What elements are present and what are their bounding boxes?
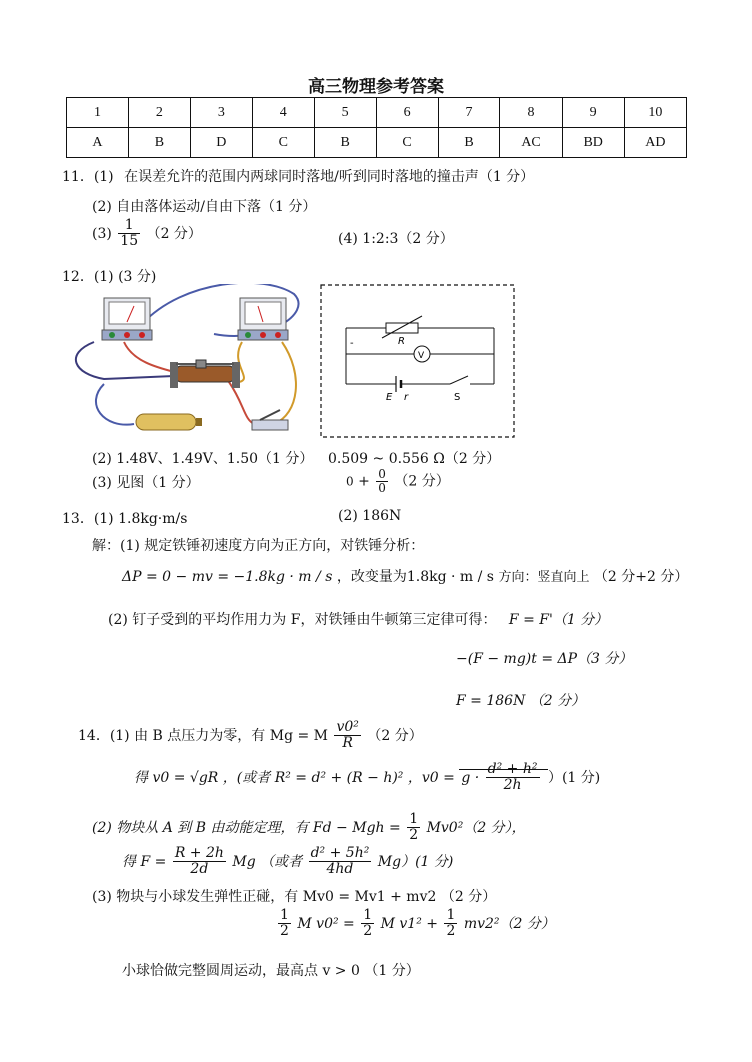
question-number: 3 — [190, 98, 252, 128]
q14-p2-num: 1 — [409, 811, 419, 827]
q13-part2-eq: F = F'（1 分） — [508, 612, 609, 628]
q14-p2b-frac — [173, 846, 226, 878]
circuit-photo — [64, 284, 312, 444]
answer-cell: B — [314, 128, 376, 158]
rheostat-slider — [196, 360, 206, 368]
q14-p1-text: 由 B 点压力为零，有 Mg = M — [134, 727, 329, 744]
answer-cell: A — [67, 128, 129, 158]
q14-p1b-c: ，v0 = — [407, 769, 455, 786]
answer-cell: C — [376, 128, 438, 158]
terminal — [124, 332, 130, 338]
q14-p3b-half2 — [361, 908, 374, 940]
q11-p3-score: （2 分） — [146, 225, 202, 242]
q14-p3b-half1-num: 1 — [280, 907, 289, 923]
q14-p2-frac — [407, 812, 420, 844]
q14-p1-score: （2 分） — [367, 727, 423, 744]
q13-eq1-c: 方向：竖直向上 — [498, 570, 590, 585]
q14-p1-den: R — [342, 735, 353, 752]
page-title: 高三物理参考答案 — [308, 77, 444, 97]
q12-answer3b-num: 0 — [378, 467, 386, 481]
q14-p1-num: v0² — [336, 719, 359, 735]
q12-answer2b: 0.509 ~ 0.556 Ω（2 分） — [328, 451, 501, 467]
label-E: E — [386, 392, 393, 403]
label-dash: - — [350, 338, 354, 349]
question-number: 5 — [314, 98, 376, 128]
q12-label: 12．(1) (3 分) — [62, 269, 157, 285]
q13-part2-text: (2) 钉子受到的平均作用力为 F，对铁锤由牛顿第三定律可得： — [108, 612, 497, 628]
q14-p1b-den: 2h — [503, 777, 522, 794]
q14-p1b-frac — [486, 762, 540, 794]
q11-fraction — [118, 218, 140, 250]
q12-answer3: (3) 见图（1 分） — [92, 475, 200, 491]
q14-p2b-num2: d² + 5h² — [310, 845, 370, 861]
q13-eq3: F = 186N （2 分） — [456, 693, 586, 709]
question-number: 7 — [438, 98, 500, 128]
question-number: 8 — [500, 98, 562, 128]
rheostat-symbol — [386, 323, 418, 333]
label-R: R — [398, 336, 405, 347]
answer-cell: BD — [562, 128, 624, 158]
label-V: V — [418, 351, 425, 361]
q14-p2b-tail: Mg）(1 分) — [377, 853, 454, 870]
answer-cell: B — [438, 128, 500, 158]
question-number: 10 — [624, 98, 686, 128]
switch-lever — [260, 410, 280, 420]
q13-eq1-b: ，改变量为1.8kg · m / s — [336, 569, 494, 585]
q11-answer1: 在误差允许的范围内两球同时落地/听到同时落地的撞击声（1 分） — [124, 169, 535, 185]
q14-p1b-a: 得 v0 = √gR — [134, 769, 219, 786]
q12-answer3b-plus: + — [358, 473, 370, 490]
answer-table-answers-row — [67, 128, 687, 158]
answer-cell: D — [190, 128, 252, 158]
q11-p3-label: (3) — [92, 225, 112, 242]
switch-base — [252, 420, 288, 430]
q14-part3b — [276, 908, 555, 940]
answer-cell: AD — [624, 128, 686, 158]
q14-p2b-mid: Mg （或者 — [232, 853, 303, 870]
circuit-diagram — [320, 284, 516, 440]
q12-answer2: (2) 1.48V、1.49V、1.50（1 分） — [92, 451, 314, 467]
answer-cell: B — [128, 128, 190, 158]
rheostat-end — [232, 362, 240, 388]
q13-part2 — [108, 609, 608, 629]
q11-answer4: (4) 1:2:3（2 分） — [338, 231, 454, 247]
battery — [136, 414, 196, 430]
question-number: 1 — [67, 98, 129, 128]
question-number: 2 — [128, 98, 190, 128]
answer-cell: AC — [500, 128, 562, 158]
q12-answer3b-left: 0 — [346, 474, 354, 489]
q13-eq1 — [122, 566, 688, 586]
q14-part2 — [92, 812, 526, 844]
q14-p1b-g: g · — [461, 769, 480, 786]
q14-p2b-den: 2d — [190, 861, 209, 878]
q14-p3b-half2-den: 2 — [363, 923, 373, 940]
q13-solution: 解：(1) 规定铁锤初速度方向为正方向，对铁锤分析： — [92, 538, 425, 554]
question-number: 9 — [562, 98, 624, 128]
q11-label: 11．(1) — [62, 169, 114, 185]
answer-table-numbers-row — [67, 98, 687, 128]
q14-part3: (3) 物块与小球发生弹性正碰，有 Mv0 = Mv1 + mv2 （2 分） — [92, 889, 497, 905]
q14-part2b — [122, 846, 453, 878]
q14-p3b-half1-den: 2 — [280, 923, 289, 940]
q14-p2-text: (2) 物块从 A 到 B 由动能定理，有 Fd − Mgh = — [92, 819, 401, 836]
q12-answer3b-frac — [376, 468, 388, 495]
q11-answer3 — [92, 218, 202, 250]
q11-answer2: (2) 自由落体运动/自由下落（1 分） — [92, 199, 317, 215]
q14-p3b-c: mv2²（2 分） — [463, 915, 555, 932]
q14-part4: 小球恰做完整圆周运动，最高点 v > 0 （1 分） — [122, 963, 420, 979]
q14-p1b-sqrt — [459, 761, 548, 794]
q13-answer2: (2) 186N — [338, 508, 402, 524]
q14-part1b — [134, 762, 600, 794]
q14-p2-tail: Mv0²（2 分）， — [426, 819, 526, 836]
q14-p2-den: 2 — [409, 827, 419, 844]
q14-p1-frac — [334, 720, 360, 752]
q14-p3b-a: M v0² = — [297, 915, 355, 932]
q14-p3b-half2-num: 1 — [363, 907, 373, 923]
battery-terminal — [196, 418, 202, 426]
q14-p3b-b: M v1² + — [380, 915, 439, 932]
q11-frac-den: 15 — [120, 233, 139, 250]
q12-answer3b-den: 0 — [378, 481, 386, 496]
question-number: 6 — [376, 98, 438, 128]
terminal — [139, 332, 145, 338]
q14-p2b-num: R + 2h — [174, 845, 224, 861]
rheostat-end — [170, 362, 178, 388]
q11-line1 — [62, 166, 534, 186]
q14-p3b-half3-num: 1 — [446, 907, 456, 923]
label-S: S — [454, 392, 461, 403]
wire — [229, 382, 254, 424]
answer-table — [66, 97, 687, 158]
terminal — [260, 332, 266, 338]
q14-p3b-half1 — [278, 908, 291, 940]
q14-p1b-b: ，(或者 R² = d² + (R − h)² — [222, 769, 404, 786]
q14-p3b-half3-den: 2 — [446, 923, 456, 940]
wire — [76, 342, 174, 379]
q13-eq1-a: ΔP = 0 − mv = −1.8kg · m / s — [122, 569, 333, 585]
wire — [96, 384, 134, 425]
q14-p1b-score: ）(1 分) — [547, 769, 601, 786]
q14-p3b-half3 — [444, 908, 457, 940]
answer-cell: C — [252, 128, 314, 158]
switch-symbol — [450, 376, 468, 384]
terminal — [109, 332, 115, 338]
terminal — [245, 332, 251, 338]
q13-eq1-score: （2 分+2 分） — [593, 569, 689, 585]
q11-frac-num: 1 — [118, 218, 140, 234]
q12-answer3b — [346, 468, 450, 495]
question-number: 4 — [252, 98, 314, 128]
voltmeter-dial — [109, 302, 145, 324]
label-r: r — [404, 392, 409, 403]
q14-label: 14．(1) — [78, 727, 130, 744]
q14-p2b-den2: 4hd — [326, 861, 354, 878]
terminal — [275, 332, 281, 338]
q14-p2b-lead: 得 F = — [122, 853, 167, 870]
q12-answer3b-score: （2 分） — [394, 473, 450, 490]
q13-answer1: 13．(1) 1.8kg·m/s — [62, 511, 188, 527]
q14-p2b-frac2 — [309, 846, 372, 878]
q13-eq2: −(F − mg)t = ΔP（3 分） — [456, 651, 633, 667]
q14-part1 — [78, 720, 423, 752]
q14-p1b-num: d² + h² — [487, 761, 538, 777]
